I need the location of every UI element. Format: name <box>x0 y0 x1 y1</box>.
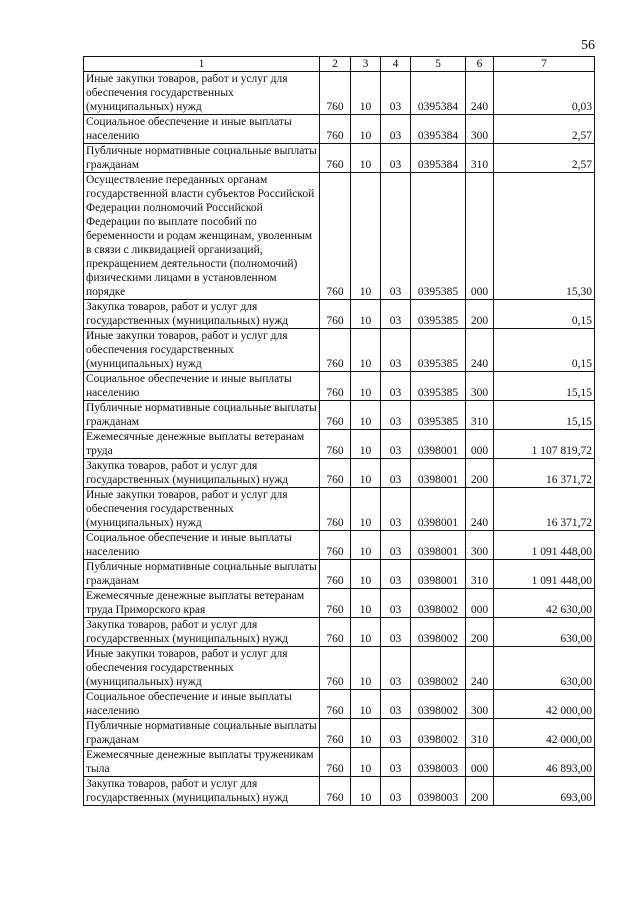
col-5: 0398003 <box>411 748 466 777</box>
col-3: 10 <box>351 777 381 806</box>
col-6: 300 <box>466 690 494 719</box>
row-amount: 42 630,00 <box>494 589 595 618</box>
col-3: 10 <box>351 488 381 531</box>
row-name: Социальное обеспечение и иные выплаты населению <box>84 531 320 560</box>
col-5: 0398001 <box>411 488 466 531</box>
row-amount: 630,00 <box>494 647 595 690</box>
budget-table <box>83 56 595 806</box>
row-name: Закупка товаров, работ и услуг для государственных (муниципальных) нужд <box>84 300 320 329</box>
col-4: 03 <box>381 300 411 329</box>
col-5: 0395384 <box>411 144 466 173</box>
col-4: 03 <box>381 748 411 777</box>
table-row <box>84 748 595 777</box>
row-name: Публичные нормативные социальные выплаты гражданам <box>84 560 320 589</box>
col-2: 760 <box>320 690 351 719</box>
col-3: 10 <box>351 144 381 173</box>
col-6: 310 <box>466 401 494 430</box>
page-number: 56 <box>581 38 595 53</box>
col-2: 760 <box>320 777 351 806</box>
col-5: 0395384 <box>411 72 466 115</box>
col-3: 10 <box>351 329 381 372</box>
row-name: Иные закупки товаров, работ и услуг для обеспечения государственных (муниципальных) нужд <box>84 488 320 531</box>
header-col-4: 4 <box>381 57 411 72</box>
col-6: 240 <box>466 329 494 372</box>
col-6: 310 <box>466 144 494 173</box>
col-5: 0398001 <box>411 430 466 459</box>
col-2: 760 <box>320 329 351 372</box>
col-3: 10 <box>351 173 381 300</box>
col-4: 03 <box>381 430 411 459</box>
col-5: 0398002 <box>411 647 466 690</box>
col-4: 03 <box>381 173 411 300</box>
row-name: Осуществление переданных органам государственной власти субъектов Российской Федерации полномочий Российской Федерации по выплате пособий по беременности и родам женщинам, уволенным в связи с ликвидацией организаций, прекращением деятельности (полномочий) физическими лицами в установленном порядке <box>84 173 320 300</box>
table-row <box>84 115 595 144</box>
row-amount: 15,30 <box>494 173 595 300</box>
col-4: 03 <box>381 777 411 806</box>
header-col-5: 5 <box>411 57 466 72</box>
row-amount: 16 371,72 <box>494 488 595 531</box>
row-name: Закупка товаров, работ и услуг для государственных (муниципальных) нужд <box>84 459 320 488</box>
col-2: 760 <box>320 115 351 144</box>
col-3: 10 <box>351 560 381 589</box>
col-4: 03 <box>381 115 411 144</box>
row-amount: 42 000,00 <box>494 719 595 748</box>
row-name: Социальное обеспечение и иные выплаты населению <box>84 690 320 719</box>
col-4: 03 <box>381 531 411 560</box>
col-6: 000 <box>466 589 494 618</box>
col-3: 10 <box>351 618 381 647</box>
col-4: 03 <box>381 690 411 719</box>
row-name: Иные закупки товаров, работ и услуг для обеспечения государственных (муниципальных) нужд <box>84 72 320 115</box>
col-6: 200 <box>466 300 494 329</box>
col-5: 0395384 <box>411 115 466 144</box>
col-5: 0395385 <box>411 300 466 329</box>
col-3: 10 <box>351 72 381 115</box>
col-5: 0395385 <box>411 173 466 300</box>
table-row <box>84 531 595 560</box>
row-amount: 46 893,00 <box>494 748 595 777</box>
col-6: 310 <box>466 719 494 748</box>
row-amount: 2,57 <box>494 115 595 144</box>
col-4: 03 <box>381 72 411 115</box>
table-row <box>84 690 595 719</box>
row-amount: 2,57 <box>494 144 595 173</box>
table-row <box>84 300 595 329</box>
col-6: 200 <box>466 777 494 806</box>
table-row <box>84 647 595 690</box>
table-row <box>84 488 595 531</box>
col-4: 03 <box>381 488 411 531</box>
col-5: 0395385 <box>411 401 466 430</box>
table-row <box>84 430 595 459</box>
table-row <box>84 173 595 300</box>
col-6: 240 <box>466 647 494 690</box>
col-2: 760 <box>320 300 351 329</box>
col-2: 760 <box>320 719 351 748</box>
col-6: 310 <box>466 560 494 589</box>
col-4: 03 <box>381 647 411 690</box>
row-amount: 16 371,72 <box>494 459 595 488</box>
col-6: 000 <box>466 430 494 459</box>
col-5: 0398001 <box>411 459 466 488</box>
col-2: 760 <box>320 618 351 647</box>
table-row <box>84 459 595 488</box>
col-2: 760 <box>320 144 351 173</box>
row-amount: 0,03 <box>494 72 595 115</box>
col-2: 760 <box>320 72 351 115</box>
col-6: 200 <box>466 618 494 647</box>
col-3: 10 <box>351 459 381 488</box>
col-3: 10 <box>351 748 381 777</box>
col-2: 760 <box>320 531 351 560</box>
row-name: Публичные нормативные социальные выплаты гражданам <box>84 401 320 430</box>
col-3: 10 <box>351 719 381 748</box>
table-row <box>84 589 595 618</box>
col-3: 10 <box>351 372 381 401</box>
row-name: Иные закупки товаров, работ и услуг для обеспечения государственных (муниципальных) нужд <box>84 329 320 372</box>
table-row <box>84 560 595 589</box>
col-2: 760 <box>320 401 351 430</box>
col-5: 0398001 <box>411 531 466 560</box>
row-name: Публичные нормативные социальные выплаты гражданам <box>84 144 320 173</box>
row-name: Иные закупки товаров, работ и услуг для обеспечения государственных (муниципальных) нужд <box>84 647 320 690</box>
row-name: Закупка товаров, работ и услуг для государственных (муниципальных) нужд <box>84 777 320 806</box>
col-6: 000 <box>466 173 494 300</box>
row-amount: 1 107 819,72 <box>494 430 595 459</box>
col-2: 760 <box>320 372 351 401</box>
row-amount: 1 091 448,00 <box>494 531 595 560</box>
col-4: 03 <box>381 589 411 618</box>
table-row <box>84 401 595 430</box>
header-col-2: 2 <box>320 57 351 72</box>
row-amount: 693,00 <box>494 777 595 806</box>
col-5: 0398001 <box>411 560 466 589</box>
row-amount: 0,15 <box>494 329 595 372</box>
row-amount: 1 091 448,00 <box>494 560 595 589</box>
header-col-1: 1 <box>84 57 320 72</box>
header-col-7: 7 <box>494 57 595 72</box>
header-row <box>84 57 595 72</box>
table-row <box>84 144 595 173</box>
header-col-6: 6 <box>466 57 494 72</box>
col-2: 760 <box>320 748 351 777</box>
col-2: 760 <box>320 488 351 531</box>
col-5: 0398003 <box>411 777 466 806</box>
col-5: 0398002 <box>411 589 466 618</box>
table-header <box>84 57 595 72</box>
row-name: Ежемесячные денежные выплаты ветеранам труда <box>84 430 320 459</box>
col-5: 0398002 <box>411 690 466 719</box>
col-3: 10 <box>351 531 381 560</box>
col-3: 10 <box>351 401 381 430</box>
col-4: 03 <box>381 401 411 430</box>
col-3: 10 <box>351 300 381 329</box>
col-5: 0395385 <box>411 372 466 401</box>
col-4: 03 <box>381 560 411 589</box>
col-6: 300 <box>466 115 494 144</box>
col-2: 760 <box>320 560 351 589</box>
col-2: 760 <box>320 589 351 618</box>
col-4: 03 <box>381 372 411 401</box>
table-row <box>84 618 595 647</box>
col-6: 240 <box>466 72 494 115</box>
col-4: 03 <box>381 329 411 372</box>
row-name: Ежемесячные денежные выплаты труженикам тыла <box>84 748 320 777</box>
col-4: 03 <box>381 144 411 173</box>
table-row <box>84 329 595 372</box>
header-col-3: 3 <box>351 57 381 72</box>
col-6: 200 <box>466 459 494 488</box>
col-4: 03 <box>381 459 411 488</box>
row-amount: 42 000,00 <box>494 690 595 719</box>
col-2: 760 <box>320 459 351 488</box>
col-3: 10 <box>351 647 381 690</box>
table-row <box>84 719 595 748</box>
col-3: 10 <box>351 690 381 719</box>
col-5: 0398002 <box>411 719 466 748</box>
row-name: Ежемесячные денежные выплаты ветеранам труда Приморского края <box>84 589 320 618</box>
col-6: 000 <box>466 748 494 777</box>
col-6: 300 <box>466 531 494 560</box>
col-4: 03 <box>381 719 411 748</box>
table-row <box>84 372 595 401</box>
col-2: 760 <box>320 430 351 459</box>
col-3: 10 <box>351 430 381 459</box>
col-5: 0398002 <box>411 618 466 647</box>
table-body <box>84 72 595 806</box>
row-amount: 15,15 <box>494 372 595 401</box>
col-2: 760 <box>320 647 351 690</box>
row-name: Социальное обеспечение и иные выплаты населению <box>84 115 320 144</box>
row-name: Социальное обеспечение и иные выплаты населению <box>84 372 320 401</box>
row-amount: 15,15 <box>494 401 595 430</box>
row-name: Публичные нормативные социальные выплаты гражданам <box>84 719 320 748</box>
row-name: Закупка товаров, работ и услуг для государственных (муниципальных) нужд <box>84 618 320 647</box>
col-3: 10 <box>351 115 381 144</box>
table-row <box>84 72 595 115</box>
row-amount: 630,00 <box>494 618 595 647</box>
row-amount: 0,15 <box>494 300 595 329</box>
col-2: 760 <box>320 173 351 300</box>
col-3: 10 <box>351 589 381 618</box>
table-row <box>84 777 595 806</box>
col-6: 240 <box>466 488 494 531</box>
col-6: 300 <box>466 372 494 401</box>
col-5: 0395385 <box>411 329 466 372</box>
col-4: 03 <box>381 618 411 647</box>
